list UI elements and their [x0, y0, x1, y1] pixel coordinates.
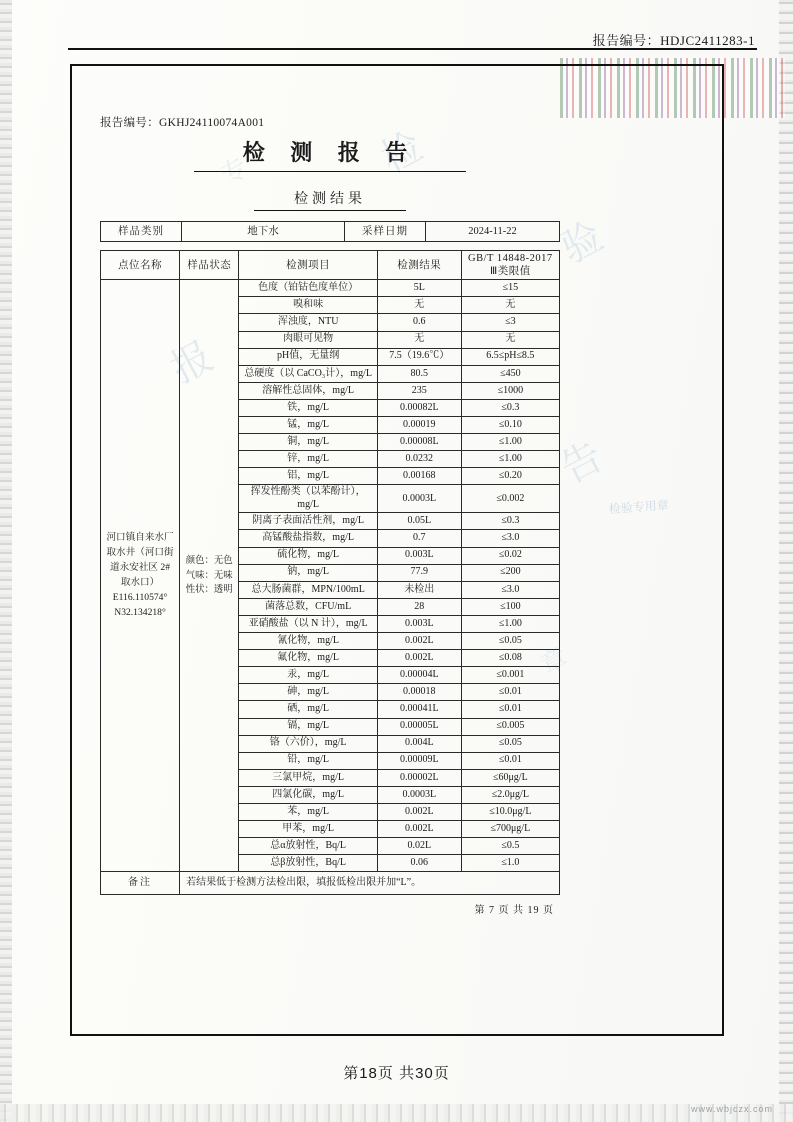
point-name-line: 道永安社区 2#	[110, 561, 171, 573]
test-result-cell: 0.002L	[377, 633, 461, 650]
site-watermark: www.wbjczx.com	[690, 1104, 773, 1114]
header-rule	[68, 48, 757, 50]
limit-value-cell: ≤15	[461, 280, 559, 297]
test-item-cell: 锌，mg/L	[239, 451, 377, 468]
test-item-cell: 总β放射性，Bq/L	[239, 855, 377, 872]
test-result-cell: 0.06	[377, 855, 461, 872]
test-result-cell: 0.002L	[377, 803, 461, 820]
test-result-cell: 0.7	[377, 530, 461, 547]
test-item-cell: 总硬度（以 CaCO₃计），mg/L	[239, 365, 377, 382]
document-body	[100, 114, 560, 916]
watermark-character: 报	[163, 330, 226, 392]
limit-standard-line2: Ⅲ类限值	[489, 266, 531, 278]
test-item-cell: 氟化物，mg/L	[239, 650, 377, 667]
column-header-limit	[461, 251, 559, 280]
test-item-cell: 铅，mg/L	[239, 752, 377, 769]
test-item-cell: 镉，mg/L	[239, 718, 377, 735]
limit-value-cell: ≤0.01	[461, 701, 559, 718]
sampling-date-label: 采样日期	[345, 222, 426, 242]
test-item-cell: 铁，mg/L	[239, 399, 377, 416]
column-header-state: 样品状态	[180, 251, 239, 280]
test-result-cell: 0.00005L	[377, 718, 461, 735]
limit-value-cell: ≤3	[461, 314, 559, 331]
test-result-cell: 0.003L	[377, 547, 461, 564]
test-item-cell: 总大肠菌群，MPN/100mL	[239, 581, 377, 598]
test-result-cell: 0.00008L	[377, 434, 461, 451]
limit-value-cell: 无	[461, 297, 559, 314]
page-title: 检 测 报 告	[242, 140, 418, 165]
sample-meta-table	[100, 221, 560, 242]
test-item-cell: 菌落总数，CFU/mL	[239, 598, 377, 615]
test-item-cell: 嗅和味	[239, 297, 377, 314]
column-header-item: 检测项目	[239, 251, 377, 280]
test-result-cell: 0.00168	[377, 468, 461, 485]
test-item-cell: 总α放射性，Bq/L	[239, 838, 377, 855]
test-result-cell: 0.00041L	[377, 701, 461, 718]
column-header-point: 点位名称	[101, 251, 180, 280]
limit-value-cell: ≤0.001	[461, 667, 559, 684]
point-name-line: 河口镇自来水厂	[106, 532, 174, 544]
stamp-watermark: 检验专用章	[608, 498, 670, 517]
remark-row	[101, 872, 560, 895]
limit-value-cell: ≤0.08	[461, 650, 559, 667]
test-result-cell: 0.00002L	[377, 769, 461, 786]
results-table	[100, 250, 560, 895]
sample-state-line: 颜色：无色	[185, 555, 233, 566]
section-title-underline	[254, 210, 406, 211]
test-result-cell: 0.0003L	[377, 786, 461, 803]
test-item-cell: 汞，mg/L	[239, 667, 377, 684]
watermark-character: 专	[216, 149, 258, 191]
test-result-cell: 0.0232	[377, 451, 461, 468]
test-result-cell: 无	[377, 331, 461, 348]
test-item-cell: 三氯甲烷，mg/L	[239, 769, 377, 786]
limit-standard-line1: GB/T 14848-2017	[468, 253, 553, 264]
watermark-character: 告	[553, 430, 616, 492]
test-item-cell: 铬（六价），mg/L	[239, 735, 377, 752]
report-number-top: 报告编号：HDJC2411283-1	[592, 33, 755, 48]
limit-value-cell: ≤0.3	[461, 513, 559, 530]
limit-value-cell: ≤3.0	[461, 581, 559, 598]
test-item-cell: 肉眼可见物	[239, 331, 377, 348]
limit-value-cell: ≤10.0μg/L	[461, 803, 559, 820]
limit-value-cell: ≤1.00	[461, 615, 559, 632]
test-item-cell: 钠，mg/L	[239, 564, 377, 581]
test-item-cell: 砷，mg/L	[239, 684, 377, 701]
limit-value-cell: 6.5≤pH≤8.5	[461, 348, 559, 365]
test-item-cell: 氰化物，mg/L	[239, 633, 377, 650]
test-result-cell: 无	[377, 297, 461, 314]
remark-label: 备注	[101, 872, 180, 895]
point-name-line: E116.110574°	[112, 591, 168, 603]
test-item-cell: 甲苯，mg/L	[239, 821, 377, 838]
limit-value-cell: ≤0.20	[461, 468, 559, 485]
test-item-cell: 铜，mg/L	[239, 434, 377, 451]
test-result-cell: 0.00019	[377, 417, 461, 434]
point-name-line: 取水井（河口街	[106, 547, 174, 559]
watermark-character: 章	[536, 639, 578, 681]
limit-value-cell: ≤0.002	[461, 485, 559, 513]
test-result-cell: 0.05L	[377, 513, 461, 530]
limit-value-cell: ≤0.10	[461, 417, 559, 434]
test-item-cell: 硒，mg/L	[239, 701, 377, 718]
limit-value-cell: ≤0.3	[461, 399, 559, 416]
watermark-character: 检	[373, 120, 436, 182]
limit-value-cell: ≤100	[461, 598, 559, 615]
limit-value-cell: 无	[461, 331, 559, 348]
test-result-cell: 0.02L	[377, 838, 461, 855]
sample-state-cell	[180, 280, 239, 872]
test-item-cell: 苯，mg/L	[239, 803, 377, 820]
test-result-cell: 0.004L	[377, 735, 461, 752]
table-row	[101, 280, 560, 297]
results-table-body	[101, 280, 560, 895]
test-result-cell: 77.9	[377, 564, 461, 581]
limit-value-cell: ≤60μg/L	[461, 769, 559, 786]
test-result-cell: 235	[377, 382, 461, 399]
remark-text: 若结果低于检测方法检出限，填报低检出限并加“L”。	[180, 872, 560, 895]
limit-value-cell: ≤450	[461, 365, 559, 382]
sample-state-line: 气味：无味	[185, 570, 233, 581]
column-header-result: 检测结果	[377, 251, 461, 280]
test-result-cell: 0.002L	[377, 650, 461, 667]
limit-value-cell: ≤0.05	[461, 735, 559, 752]
test-item-cell: 浑浊度，NTU	[239, 314, 377, 331]
scan-edge-bottom	[0, 1104, 793, 1122]
sample-type-value: 地下水	[182, 222, 345, 242]
test-item-cell: 高锰酸盐指数，mg/L	[239, 530, 377, 547]
report-number-inner: 报告编号：GKHJ24110074A001	[100, 117, 265, 129]
title-underline	[194, 171, 466, 172]
internal-page-note: 第 7 页 共 19 页	[474, 905, 554, 917]
test-item-cell: 锰，mg/L	[239, 417, 377, 434]
test-result-cell: 7.5（19.6℃）	[377, 348, 461, 365]
point-name-line: 取水口）	[120, 576, 160, 588]
sampling-date-value: 2024-11-22	[426, 222, 560, 242]
footer-page-number: 第18页 共30页	[343, 1065, 450, 1082]
sample-type-label: 样品类别	[101, 222, 182, 242]
limit-value-cell: ≤0.01	[461, 752, 559, 769]
section-title: 检测结果	[294, 192, 366, 207]
test-result-cell: 28	[377, 598, 461, 615]
limit-value-cell: ≤700μg/L	[461, 821, 559, 838]
test-result-cell: 0.0003L	[377, 485, 461, 513]
test-result-cell: 0.00082L	[377, 399, 461, 416]
test-item-cell: 阴离子表面活性剂，mg/L	[239, 513, 377, 530]
test-item-cell: pH值，无量纲	[239, 348, 377, 365]
limit-value-cell: ≤3.0	[461, 530, 559, 547]
limit-value-cell: ≤0.5	[461, 838, 559, 855]
test-item-cell: 硫化物，mg/L	[239, 547, 377, 564]
test-item-cell: 四氯化碳，mg/L	[239, 786, 377, 803]
test-result-cell: 80.5	[377, 365, 461, 382]
watermark-character: 验	[553, 210, 616, 272]
test-item-cell: 挥发性酚类（以苯酚计），mg/L	[239, 485, 377, 513]
limit-value-cell: ≤200	[461, 564, 559, 581]
test-result-cell: 0.00004L	[377, 667, 461, 684]
limit-value-cell: ≤1.0	[461, 855, 559, 872]
test-item-cell: 铝，mg/L	[239, 468, 377, 485]
scan-edge-right	[779, 0, 793, 1122]
test-result-cell: 未检出	[377, 581, 461, 598]
limit-value-cell: ≤2.0μg/L	[461, 786, 559, 803]
limit-value-cell: ≤1.00	[461, 451, 559, 468]
point-name-line: N32.134218°	[114, 606, 166, 618]
test-result-cell: 0.002L	[377, 821, 461, 838]
test-result-cell: 5L	[377, 280, 461, 297]
table-header-row	[101, 251, 560, 280]
limit-value-cell: ≤0.01	[461, 684, 559, 701]
test-result-cell: 0.003L	[377, 615, 461, 632]
limit-value-cell: ≤1000	[461, 382, 559, 399]
scan-edge-left	[0, 0, 12, 1122]
table-row	[101, 222, 560, 242]
sample-state-line: 性状：透明	[185, 585, 233, 596]
limit-value-cell: ≤0.05	[461, 633, 559, 650]
limit-value-cell: ≤0.005	[461, 718, 559, 735]
test-result-cell: 0.00009L	[377, 752, 461, 769]
test-item-cell: 色度（铂钴色度单位）	[239, 280, 377, 297]
limit-value-cell: ≤1.00	[461, 434, 559, 451]
point-name-cell	[101, 280, 180, 872]
test-item-cell: 亚硝酸盐（以 N 计），mg/L	[239, 615, 377, 632]
test-item-cell: 溶解性总固体，mg/L	[239, 382, 377, 399]
test-result-cell: 0.00018	[377, 684, 461, 701]
test-result-cell: 0.6	[377, 314, 461, 331]
limit-value-cell: ≤0.02	[461, 547, 559, 564]
